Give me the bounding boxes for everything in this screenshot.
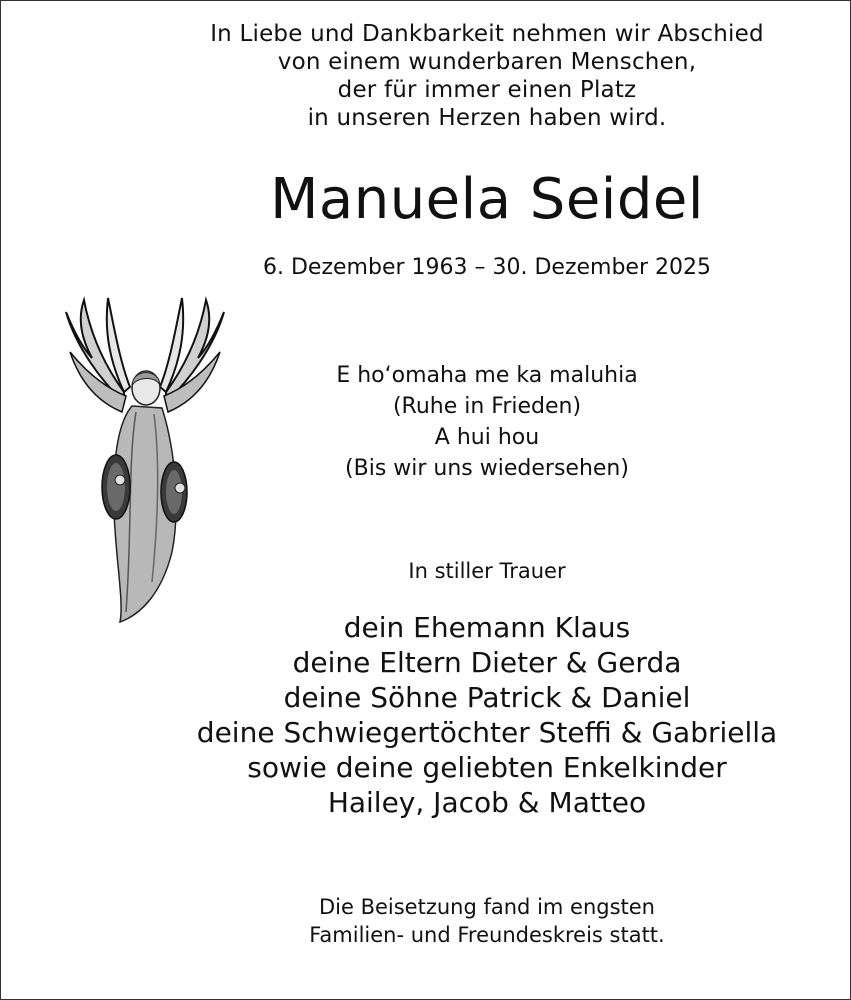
farewell-text <box>127 360 847 484</box>
farewell-line: (Bis wir uns wiedersehen) <box>345 456 629 481</box>
intro-line: von einem wunderbaren Menschen, <box>277 49 697 75</box>
mourner-line: Hailey, Jacob & Matteo <box>327 786 647 819</box>
farewell-line: E ho‘omaha me ka maluhia <box>336 363 638 388</box>
burial-note <box>127 893 847 949</box>
mourner-line: dein Ehemann Klaus <box>343 611 631 644</box>
intro-text <box>127 20 847 132</box>
mourner-line: deine Söhne Patrick & Daniel <box>283 681 691 714</box>
mourner-line: sowie deine geliebten Enkelkinder <box>247 751 727 784</box>
intro-line: in unseren Herzen haben wird. <box>307 105 667 131</box>
life-dates: 6. Dezember 1963 – 30. Dezember 2025 <box>263 255 711 280</box>
burial-line: Die Beisetzung fand im engsten <box>318 895 655 919</box>
intro-line: der für immer einen Platz <box>337 77 637 103</box>
intro-line: In Liebe und Dankbarkeit nehmen wir Abschied <box>210 21 764 47</box>
burial-line: Familien- und Freundeskreis statt. <box>309 923 665 947</box>
mourner-line: deine Schwiegertöchter Steffi & Gabriella <box>196 716 778 749</box>
farewell-line: (Ruhe in Frieden) <box>392 394 582 419</box>
mourners-list <box>127 610 847 820</box>
farewell-line: A hui hou <box>434 425 540 450</box>
mourner-line: deine Eltern Dieter & Gerda <box>292 646 682 679</box>
deceased-name: Manuela Seidel <box>270 167 704 232</box>
mourning-label: In stiller Trauer <box>408 559 566 583</box>
